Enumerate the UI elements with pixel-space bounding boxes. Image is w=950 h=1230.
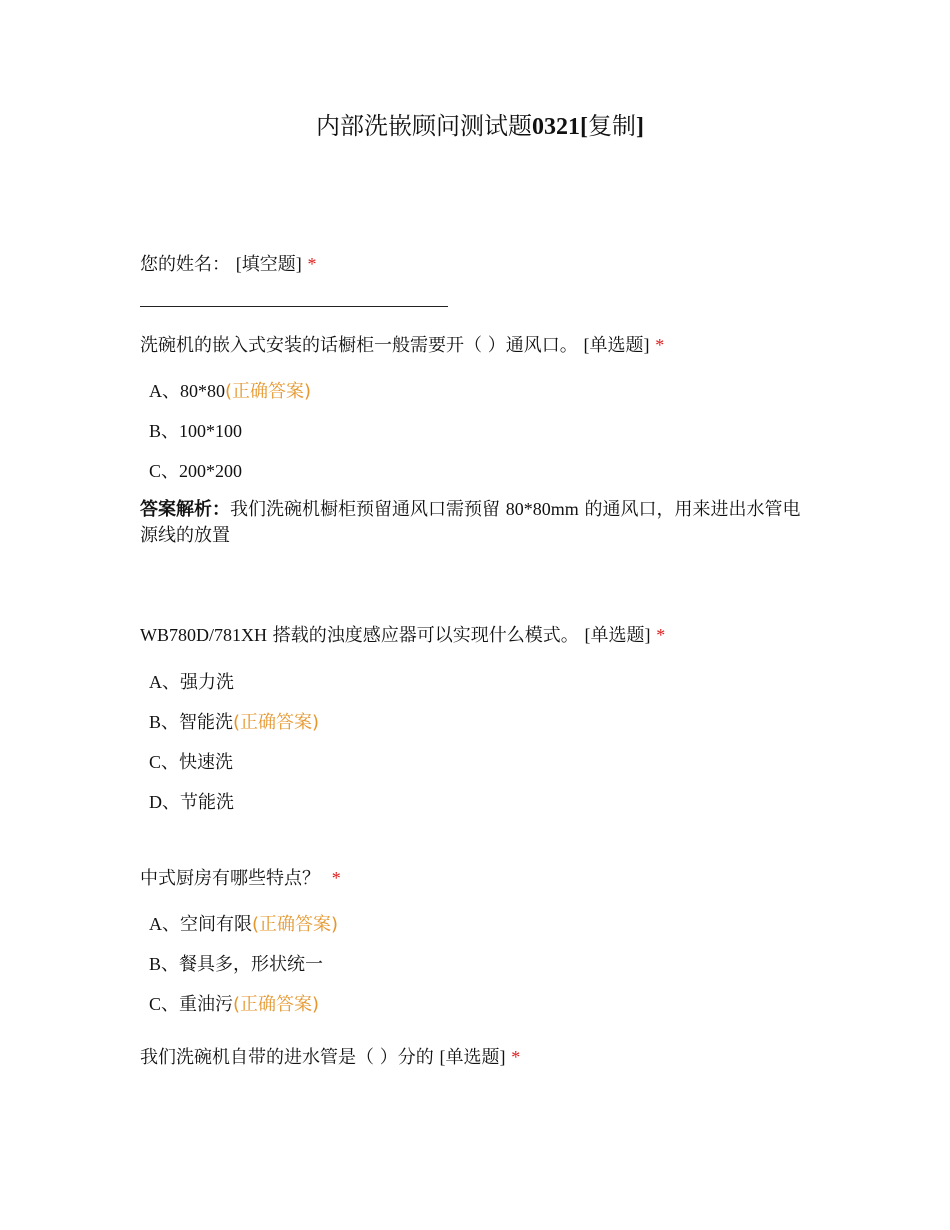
question-text: 搭载的浊度感应器可以实现什么模式。 bbox=[272, 625, 579, 646]
question-name bbox=[140, 252, 316, 277]
title-bracket-close: ] bbox=[636, 114, 644, 140]
option-prefix: A、 bbox=[149, 672, 180, 692]
option-prefix: D、 bbox=[149, 792, 180, 812]
option-label: 100*100 bbox=[179, 421, 243, 441]
option-prefix: A、 bbox=[149, 381, 180, 401]
option-label: 快速洗 bbox=[179, 752, 234, 773]
answer-analysis bbox=[140, 496, 810, 549]
option-label: 强力洗 bbox=[180, 672, 234, 693]
option-prefix: B、 bbox=[149, 421, 180, 441]
correct-answer-mark: (正确答案) bbox=[233, 712, 320, 733]
option-prefix: B、 bbox=[149, 712, 180, 732]
option-item[interactable] bbox=[149, 419, 242, 444]
question-vent bbox=[140, 333, 664, 358]
question-type: [单选题] bbox=[439, 1047, 506, 1067]
question-type: [单选题] bbox=[584, 625, 651, 645]
required-marker: * bbox=[655, 335, 665, 355]
option-item[interactable] bbox=[149, 670, 234, 695]
option-prefix: B、 bbox=[149, 954, 180, 974]
question-text: 中式厨房有哪些特点？ bbox=[140, 868, 320, 889]
option-label: 智能洗 bbox=[179, 712, 234, 733]
option-item[interactable] bbox=[149, 790, 234, 815]
option-label: 200*200 bbox=[179, 461, 243, 481]
required-marker: * bbox=[511, 1047, 521, 1067]
question-type: [填空题] bbox=[235, 254, 302, 274]
option-label: 空间有限 bbox=[180, 914, 252, 935]
option-label: 节能洗 bbox=[180, 792, 234, 813]
option-prefix: A、 bbox=[149, 914, 180, 934]
option-item[interactable] bbox=[149, 750, 233, 775]
question-model: WB780D/781XH bbox=[140, 625, 267, 645]
option-prefix: C、 bbox=[149, 994, 180, 1014]
correct-answer-mark: (正确答案) bbox=[252, 914, 339, 935]
title-bracket-open: [ bbox=[580, 114, 588, 140]
analysis-text-end: 的通风口，用来进出水管电源线的放置 bbox=[140, 499, 801, 546]
title-bracket-text: 复制 bbox=[588, 112, 636, 140]
option-prefix: C、 bbox=[149, 752, 180, 772]
required-marker: * bbox=[331, 868, 341, 888]
question-text: 洗碗机的嵌入式安装的话橱柜一般需要开（ ）通风口。 bbox=[140, 335, 578, 356]
required-marker: * bbox=[307, 254, 317, 274]
correct-answer-mark: (正确答案) bbox=[225, 381, 312, 402]
name-answer-blank[interactable] bbox=[140, 306, 448, 307]
option-item[interactable] bbox=[149, 710, 319, 735]
question-turbidity bbox=[140, 623, 665, 648]
correct-answer-mark: (正确答案) bbox=[233, 994, 320, 1015]
question-text: 您的姓名： bbox=[140, 254, 230, 275]
question-kitchen bbox=[140, 866, 341, 891]
option-item[interactable] bbox=[149, 992, 319, 1017]
option-item[interactable] bbox=[149, 912, 338, 937]
question-type: [单选题] bbox=[583, 335, 650, 355]
option-label: 80*80 bbox=[180, 381, 225, 401]
analysis-text: 我们洗碗机橱柜预留通风口需预留 bbox=[230, 499, 500, 520]
required-marker: * bbox=[656, 625, 666, 645]
option-item[interactable] bbox=[149, 952, 323, 977]
analysis-size: 80*80mm bbox=[505, 499, 579, 519]
page-title bbox=[0, 111, 950, 142]
question-text: 我们洗碗机自带的进水管是（ ）分的 bbox=[140, 1047, 434, 1068]
analysis-label: 答案解析： bbox=[140, 499, 230, 520]
option-item[interactable] bbox=[149, 379, 311, 404]
option-prefix: C、 bbox=[149, 461, 180, 481]
option-label: 重油污 bbox=[179, 994, 234, 1015]
title-number: 0321 bbox=[532, 114, 580, 140]
option-item[interactable] bbox=[149, 459, 242, 484]
option-label: 餐具多，形状统一 bbox=[179, 954, 324, 975]
question-inlet-hose bbox=[140, 1045, 520, 1070]
title-prefix: 内部洗嵌顾问测试题 bbox=[316, 112, 532, 140]
